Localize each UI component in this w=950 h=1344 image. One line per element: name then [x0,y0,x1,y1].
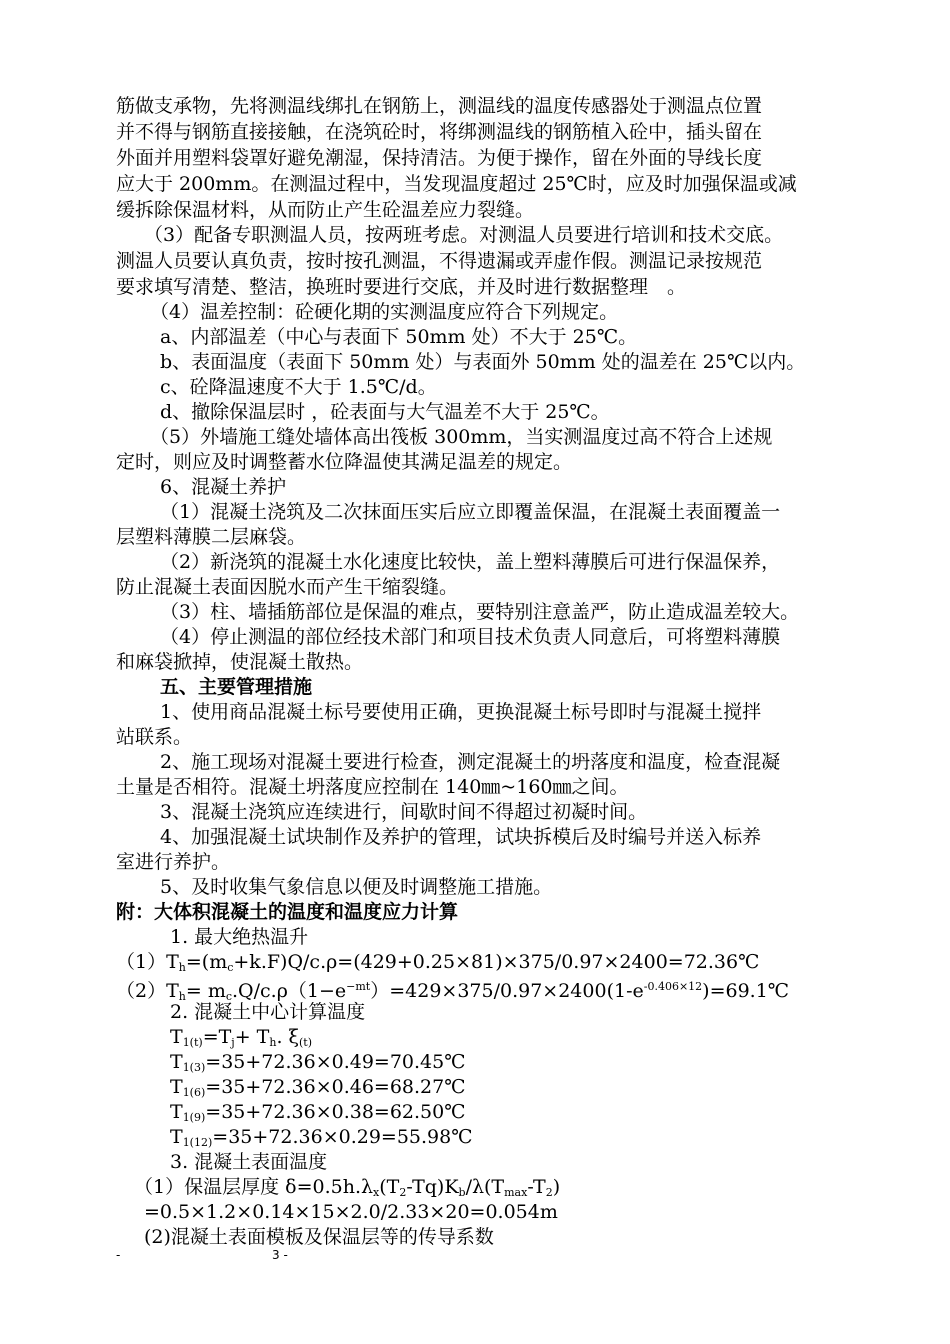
paragraph-line: 定时，则应及时调整蓄水位降温使其满足温差的规定。 [116,451,573,473]
paragraph-line: 要求填写清楚、整洁，换班时要进行交底，并及时进行数据整理 。 [116,276,687,298]
paragraph-line: c、砼降温速度不大于 1.5℃/d。 [160,376,437,398]
paragraph-line: （4）温差控制：砼硬化期的实测温度应符合下列规定。 [150,301,619,323]
page-number: 3 - [272,1248,288,1262]
appendix-heading: 附：大体积混凝土的温度和温度应力计算 [116,901,459,923]
formula-t9: $T_{1(9)}=35+72.36\times 0.38=62.50℃$ [170,1101,466,1124]
paragraph-line: 测温人员要认真负责，按时按孔测温，不得遗漏或弄虚作假。测温记录按规范 [116,250,763,272]
paragraph-line: 应大于 200mm。在测温过程中，当发现温度超过 25℃时，应及时加强保温或减 [116,173,797,195]
paragraph-line: 1、使用商品混凝土标号要使用正确，更换混凝土标号即时与混凝土搅拌 [160,701,762,723]
sub-heading: 1. 最大绝热温升 [170,926,309,948]
paragraph-line: 缓拆除保温材料，从而防止产生砼温差应力裂缝。 [116,199,535,221]
paragraph-line: (2)混凝土表面模板及保温层等的传导系数 [144,1226,494,1248]
formula-insulation-thickness: （1）保温层厚度 $\delta=0.5h.\lambda_x(T_2-Tq)K_b/\lambda(T_{max}-T_2)$ [134,1176,561,1199]
paragraph-line: （4）停止测温的部位经技术部门和项目技术负责人同意后，可将塑料薄膜 [160,626,781,648]
sub-heading: 3. 混凝土表面温度 [170,1151,328,1173]
formula-adiabatic-1: $(1)T_h=(m_c+k.F)Q/c.\rho=(429+0.25\times 81)\times 375/0.97\times 2400=72.36℃$ [116,951,760,974]
paragraph-line: 土量是否相符。混凝土坍落度应控制在 140㎜~160㎜之间。 [116,776,629,798]
paragraph-line: 3、混凝土浇筑应连续进行，间歇时间不得超过初凝时间。 [160,801,648,823]
paragraph-line: （3）柱、墙插筋部位是保温的难点，要特别注意盖严，防止造成温差较大。 [160,601,800,623]
paragraph-line: 2、施工现场对混凝土要进行检查，测定混凝土的坍落度和温度，检查混凝 [160,751,781,773]
paragraph-line: 防止混凝土表面因脱水而产生干缩裂缝。 [116,576,459,598]
section-heading: 五、主要管理措施 [160,676,313,698]
paragraph-line: 5、及时收集气象信息以便及时调整施工措施。 [160,876,553,898]
formula-insulation-result: =0.5×1.2×0.14×15×2.0/2.33×20=0.054m [144,1201,558,1223]
footer-dash: - [116,1248,121,1262]
paragraph-line: （1）混凝土浇筑及二次抹面压实后应立即覆盖保温，在混凝土表面覆盖一 [160,501,781,523]
formula-t3: $T_{1(3)}=35+72.36\times 0.49=70.45℃$ [170,1051,466,1074]
paragraph-line: 站联系。 [116,726,193,748]
paragraph-line: （2）新浇筑的混凝土水化速度比较快，盖上塑料薄膜后可进行保温保养， [160,551,781,573]
paragraph-line: （3）配备专职测温人员，按两班考虑。对测温人员要进行培训和技术交底。 [144,224,784,246]
paragraph-line: （5）外墙施工缝处墙体高出筏板 300mm，当实测温度过高不符合上述规 [150,426,773,448]
formula-t12: $T_{1(12)}=35+72.36\times 0.29=55.98℃$ [170,1126,473,1149]
formula-t6: $T_{1(6)}=35+72.36\times 0.46=68.27℃$ [170,1076,466,1099]
paragraph-line: 外面并用塑料袋罩好避免潮湿，保持清洁。为便于操作，留在外面的导线长度 [116,147,763,169]
paragraph-line: 层塑料薄膜二层麻袋。 [116,526,307,548]
paragraph-line: 和麻袋掀掉，使混凝土散热。 [116,651,364,673]
formula-center-temp: $T_{1(t)}=T_j+ T_h$. $\xi_{(t)}$ [170,1026,313,1049]
paragraph-line: 并不得与钢筋直接接触，在浇筑砼时，将绑测温线的钢筋植入砼中，插头留在 [116,121,763,143]
formula-adiabatic-2: $(2)T_h=$ $m_c.Q/c.\rho(1-e^{-mt})=429\times 375/0.97\times 2400(1-e^{-0.406\times 12})=69.1℃$ [116,980,790,1003]
paragraph-line: 4、加强混凝土试块制作及养护的管理，试块拆模后及时编号并送入标养 [160,826,762,848]
paragraph-line: a、内部温差（中心与表面下 50mm 处）不大于 25℃。 [160,326,638,348]
sub-heading: 2. 混凝土中心计算温度 [170,1001,366,1023]
paragraph-line: 室进行养护。 [116,851,231,873]
section-heading: 6、混凝土养护 [160,476,287,498]
paragraph-line: 筋做支承物，先将测温线绑扎在钢筋上，测温线的温度传感器处于测温点位置 [116,95,763,117]
paragraph-line: b、表面温度（表面下 50mm 处）与表面外 50mm 处的温差在 25℃以内。 [160,351,806,373]
paragraph-line: d、撤除保温层时 ，砼表面与大气温差不大于 25℃。 [160,401,610,423]
